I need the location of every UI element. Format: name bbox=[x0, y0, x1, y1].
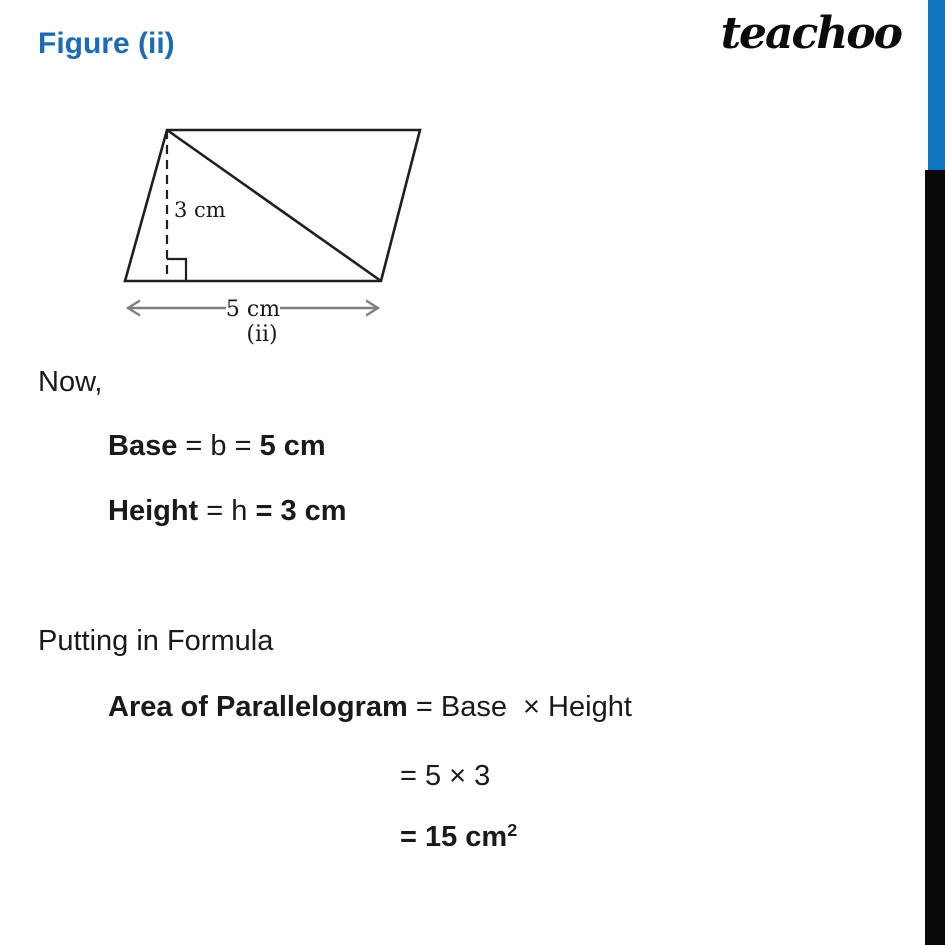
area-label-bold: Area of Parallelogram bbox=[108, 691, 408, 723]
height-label: 3 cm bbox=[174, 198, 226, 222]
area-rest: = Base × Height bbox=[407, 691, 632, 723]
base-label: 5 cm bbox=[225, 297, 281, 322]
now-text: Now, bbox=[38, 366, 103, 398]
calculation-step-2 bbox=[400, 820, 517, 854]
base-equation bbox=[108, 430, 326, 463]
height-label-bold: Height bbox=[108, 495, 199, 527]
height-equation bbox=[108, 495, 347, 528]
calculation-step-1: = 5 × 3 bbox=[400, 760, 491, 792]
result-superscript: 2 bbox=[507, 820, 518, 840]
base-mid: = b = bbox=[177, 430, 260, 462]
putting-in-formula-text: Putting in Formula bbox=[38, 625, 274, 657]
right-edge-black-bar bbox=[925, 170, 945, 945]
right-edge-blue-bar bbox=[928, 0, 945, 170]
parallelogram-diagram bbox=[80, 113, 440, 353]
base-value-bold: 5 cm bbox=[259, 430, 326, 462]
figure-caption: (ii) bbox=[246, 322, 278, 347]
area-formula bbox=[108, 691, 632, 724]
page-title: Figure (ii) bbox=[38, 27, 175, 60]
height-value-bold: = 3 cm bbox=[255, 495, 347, 527]
height-mid: = h bbox=[198, 495, 256, 527]
result-value: = 15 cm bbox=[400, 820, 508, 853]
teachoo-logo: teachoo bbox=[720, 8, 901, 59]
base-label-bold: Base bbox=[108, 430, 178, 462]
